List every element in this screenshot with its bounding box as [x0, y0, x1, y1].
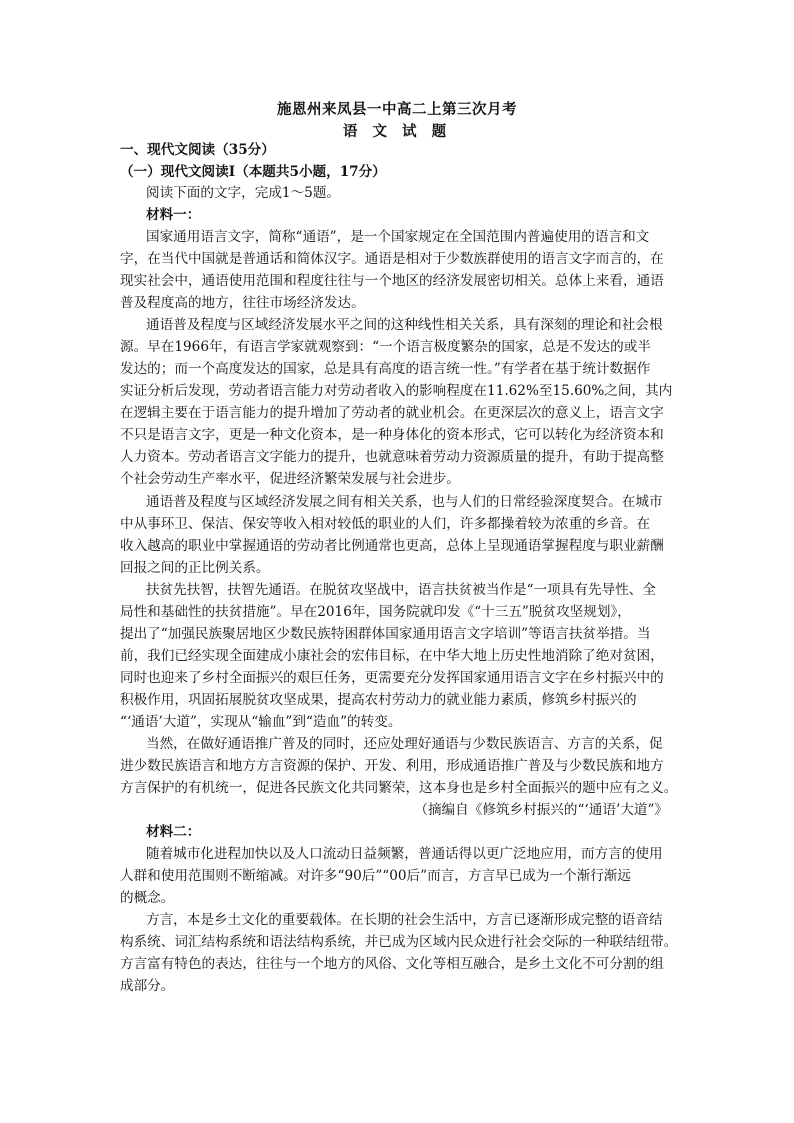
- section-heading: 一、现代文阅读（35分）: [120, 142, 275, 158]
- material2-line: 成部分。: [120, 978, 175, 994]
- material1-line: 普及程度高的地方，往往市场经济发达。: [120, 295, 365, 311]
- material1-line: 不只是语言文字，更是一种文化资本，是一种身体化的资本形式，它可以转化为经济资本和: [120, 427, 664, 443]
- material1-line: “‘通语’大道”，实现从“输血”到“造血”的转变。: [120, 714, 402, 730]
- material1-source: （摘编自《修筑乡村振兴的“‘通语’大道”》: [414, 802, 668, 818]
- material1-line: 字，在当代中国就是普通话和简体汉字。通语是相对于少数族群使用的语言文字而言的，在: [120, 251, 664, 267]
- material1-line: 人力资本。劳动者语言文字能力的提升，也就意味着劳动力资源质量的提升，有助于提高整: [120, 449, 664, 465]
- material1-line: 通语普及程度与区域经济发展水平之间的这种线性相关关系，具有深刻的理论和社会根: [146, 317, 663, 333]
- material1-line: 扶贫先扶智，扶智先通语。在脱贫攻坚战中，语言扶贫被当作是“一项具有先导性、全: [146, 582, 656, 598]
- material1-line: 前，我们已经实现全面建成小康社会的宏伟目标，在中华大地上历史性地消除了绝对贫困，: [120, 648, 664, 664]
- material1-line: 收入越高的职业中掌握通语的劳动者比例通常也更高，总体上呈现通语掌握程度与职业薪酬: [120, 538, 664, 554]
- material1-line: 通语普及程度与区域经济发展之间有相关关系，也与人们的日常经验深度契合。在城市: [146, 494, 663, 510]
- material2-line: 方言，本是乡土文化的重要载体。在长期的社会生活中，方言已逐渐形成完整的语音结: [146, 912, 663, 928]
- exam-title: 施恩州来凤县一中高二上第三次月考: [277, 101, 517, 118]
- material1-line: 积极作用，巩固拓展脱贫攻坚成果，提高农村劳动力的就业能力素质，修筑乡村振兴的: [120, 692, 637, 708]
- material1-label: 材料一：: [146, 207, 201, 223]
- material2-line: 随着城市化进程加快以及人口流动日益频繁，普通话得以更广泛地应用，而方言的使用: [146, 846, 663, 862]
- material1-line: 中从事环卫、保洁、保安等收入相对较低的职业的人们，许多都操着较为浓重的乡音。在: [120, 516, 651, 532]
- section-subheading: （一）现代文阅读Ⅰ（本题共5小题，17分）: [120, 164, 386, 180]
- exam-subtitle: 语 文 试 题: [342, 123, 452, 140]
- material2-line: 构系统、词汇结构系统和语法结构系统，并已成为区域内民众进行社会交际的一种联结纽带。: [120, 934, 678, 950]
- material2-line: 人群和使用范围则不断缩减。对许多“90后”“00后”而言，方言早已成为一个渐行渐远: [120, 868, 631, 884]
- material2-line: 的概念。: [120, 890, 175, 906]
- material1-line: 回报之间的正比例关系。: [120, 560, 270, 576]
- material1-line: 进少数民族语言和地方方言资源的保护、开发、利用，形成通语推广普及与少数民族和地方: [120, 758, 664, 774]
- material1-line: 在逻辑主要在于语言能力的提升增加了劳动者的就业机会。在更深层次的意义上，语言文字: [120, 405, 664, 421]
- material1-line: 方言保护的有机统一，促进各民族文化共同繁荣，这本身也是乡村全面振兴的题中应有之义。: [120, 780, 678, 796]
- material1-line: 提出了“加强民族聚居地区少数民族特困群体国家通用语言文字培训”等语言扶贫举措。当: [120, 626, 651, 642]
- material1-line: 现实社会中，通语使用范围和程度往往与一个地区的经济发展密切相关。总体上来看，通语: [120, 273, 664, 289]
- reading-instruction: 阅读下面的文字，完成1～5题。: [146, 185, 341, 201]
- material2-label: 材料二：: [146, 824, 201, 840]
- material1-line: 个社会劳动生产率水平，促进经济繁荣发展与社会进步。: [120, 471, 460, 487]
- material1-line: 发达的；而一个高度发达的国家，总是具有高度的语言统一性。”有学者在基于统计数据作: [120, 361, 651, 377]
- material1-line: 实证分析后发现，劳动者语言能力对劳动者收入的影响程度在11.62%至15.60%之间，其内: [120, 383, 673, 399]
- material1-line: 局性和基础性的扶贫措施”。早在2016年，国务院就印发《“十三五”脱贫攻坚规划》，: [120, 604, 631, 620]
- material1-line: 国家通用语言文字，简称“通语”，是一个国家规定在全国范围内普遍使用的语言和文: [146, 229, 650, 245]
- material1-line: 源。早在1966年，有语言学家就观察到：“一个语言极度繁杂的国家，总是不发达的或半: [120, 339, 651, 355]
- material2-line: 方言富有特色的表达，往往与一个地方的风俗、文化等相互融合，是乡土文化不可分割的组: [120, 956, 664, 972]
- material1-line: 同时也迎来了乡村全面振兴的艰巨任务，更需要充分发挥国家通用语言文字在乡村振兴中的: [120, 670, 664, 686]
- material1-line: 当然，在做好通语推广普及的同时，还应处理好通语与少数民族语言、方言的关系，促: [146, 736, 663, 752]
